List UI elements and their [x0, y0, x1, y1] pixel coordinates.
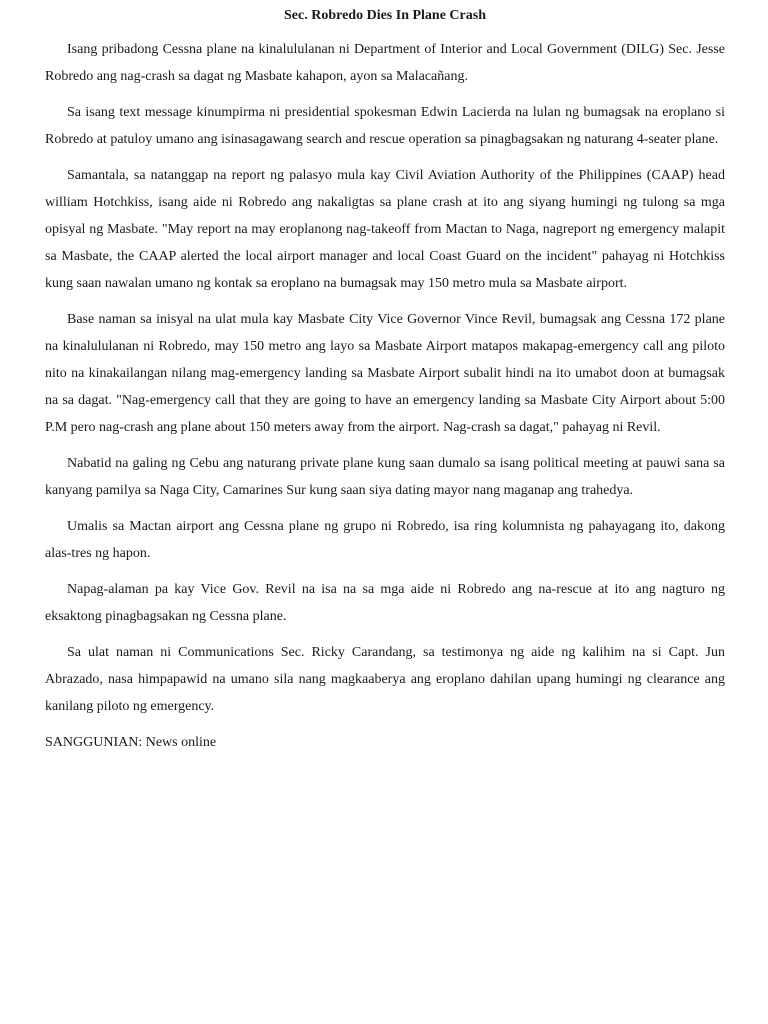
paragraph-2: Sa isang text message kinumpirma ni presidential spokesman Edwin Lacierda na lulan ng bumagsak na eroplano si Robredo at patuloy umano ang isinasagawang search and rescue operation sa pinagbagsakan ng naturang 4-seater plane. — [45, 105, 725, 147]
document-page — [45, 6, 725, 756]
paragraph-5: Nabatid na galing ng Cebu ang naturang private plane kung saan dumalo sa isang political meeting at pauwi sana sa kanyang pamilya sa Naga City, Camarines Sur kung saan siya dating mayor nang maganap ang trahedya. — [45, 456, 725, 498]
paragraph-6: Umalis sa Mactan airport ang Cessna plane ng grupo ni Robredo, isa ring kolumnista ng pahayagang ito, dakong alas-tres ng hapon. — [45, 519, 725, 561]
source-line: SANGGUNIAN: News online — [45, 735, 217, 750]
paragraph-1: Isang pribadong Cessna plane na kinalululanan ni Department of Interior and Local Government (DILG) Sec. Jesse Robredo ang nag-crash sa dagat ng Masbate kahapon, ayon sa Malacañang. — [45, 42, 725, 84]
paragraph-8: Sa ulat naman ni Communications Sec. Ricky Carandang, sa testimonya ng aide ng kalihim na si Capt. Jun Abrazado, nasa himpapawid na umano sila nang magkaaberya ang eroplano dahilan upang humingi ng clearance ang kanilang piloto ng emergency. — [45, 645, 725, 714]
paragraph-4: Base naman sa inisyal na ulat mula kay Masbate City Vice Governor Vince Revil, bumagsak ang Cessna 172 plane na kinalululanan ni Robredo, may 150 metro ang layo sa Masbate Airport matapos makapag-emergency call ang piloto nito na kinakailangan nilang mag-emergency landing sa Masbate Airport subalit hindi na ito umabot doon at bumagsak na sa dagat. "Nag-emergency call that they are going to have an emergency landing sa Masbate City Airport about 5:00 P.M pero nag-crash ang plane about 150 meters away from the airport. Nag-crash sa dagat," pahayag ni Revil. — [45, 312, 725, 435]
document-title: Sec. Robredo Dies In Plane Crash — [284, 8, 486, 23]
paragraph-3: Samantala, sa natanggap na report ng palasyo mula kay Civil Aviation Authority of the Philippines (CAAP) head william Hotchkiss, isang aide ni Robredo ang nakaligtas sa plane crash at ito ang siyang humingi ng tulong sa mga opisyal ng Masbate. "May report na may eroplanong nag-takeoff from Mactan to Naga, nagreport ng emergency malapit sa Masbate, the CAAP alerted the local airport manager and local Coast Guard on the incident" pahayag ni Hotchkiss kung saan nawalan umano ng kontak sa eroplano na bumagsak may 150 metro mula sa Masbate airport. — [45, 168, 725, 291]
paragraph-7: Napag-alaman pa kay Vice Gov. Revil na isa na sa mga aide ni Robredo ang na-rescue at ito ang nagturo ng eksaktong pinagbagsakan ng Cessna plane. — [45, 582, 725, 624]
